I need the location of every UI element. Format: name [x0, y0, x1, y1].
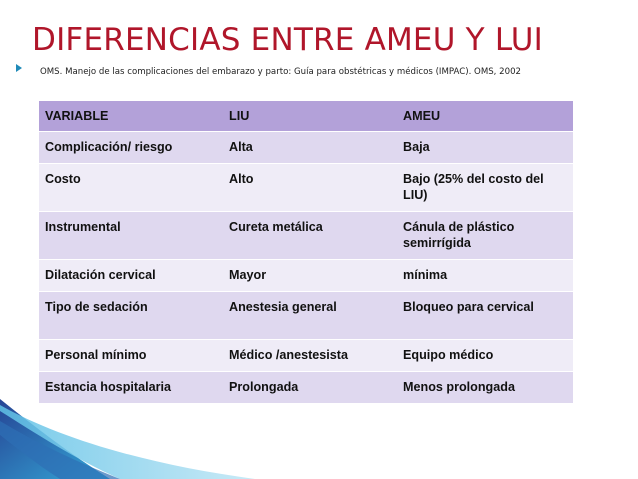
- cell-ameu: Equipo médico: [397, 340, 573, 372]
- cell-liu: Alto: [223, 164, 397, 212]
- cell-variable: Tipo de sedación: [39, 292, 223, 340]
- cell-ameu: Bajo (25% del costo del LIU): [397, 164, 573, 212]
- cell-liu: Prolongada: [223, 372, 397, 404]
- table-header-row: [39, 101, 573, 132]
- cell-variable: Complicación/ riesgo: [39, 132, 223, 164]
- cell-ameu: Bloqueo para cervical: [397, 292, 573, 340]
- cell-liu: Anestesia general: [223, 292, 397, 340]
- slide-title: DIFERENCIAS ENTRE AMEU Y LUI: [32, 22, 543, 58]
- corner-swoosh-decoration: [0, 399, 260, 479]
- triangle-bullet-icon: [16, 64, 22, 72]
- cell-variable: Costo: [39, 164, 223, 212]
- source-citation: OMS. Manejo de las complicaciones del embarazo y parto: Guía para obstétricas y médicos (IMPAC). OMS, 2002: [40, 67, 522, 77]
- cell-ameu: mínima: [397, 260, 573, 292]
- header-liu: LIU: [223, 101, 397, 132]
- table-row: [39, 132, 573, 164]
- table-row: [39, 260, 573, 292]
- cell-liu: Mayor: [223, 260, 397, 292]
- comparison-table: [39, 101, 573, 404]
- cell-ameu: Cánula de plástico semirrígida: [397, 212, 573, 260]
- cell-variable: Personal mínimo: [39, 340, 223, 372]
- header-variable: VARIABLE: [39, 101, 223, 132]
- header-ameu: AMEU: [397, 101, 573, 132]
- cell-liu: Alta: [223, 132, 397, 164]
- table-row: [39, 164, 573, 212]
- cell-variable: Instrumental: [39, 212, 223, 260]
- table-row: [39, 212, 573, 260]
- cell-liu: Cureta metálica: [223, 212, 397, 260]
- cell-ameu: Baja: [397, 132, 573, 164]
- table-row: [39, 340, 573, 372]
- cell-variable: Dilatación cervical: [39, 260, 223, 292]
- cell-liu: Médico /anestesista: [223, 340, 397, 372]
- cell-variable: Estancia hospitalaria: [39, 372, 223, 404]
- cell-ameu: Menos prolongada: [397, 372, 573, 404]
- table-row: [39, 292, 573, 340]
